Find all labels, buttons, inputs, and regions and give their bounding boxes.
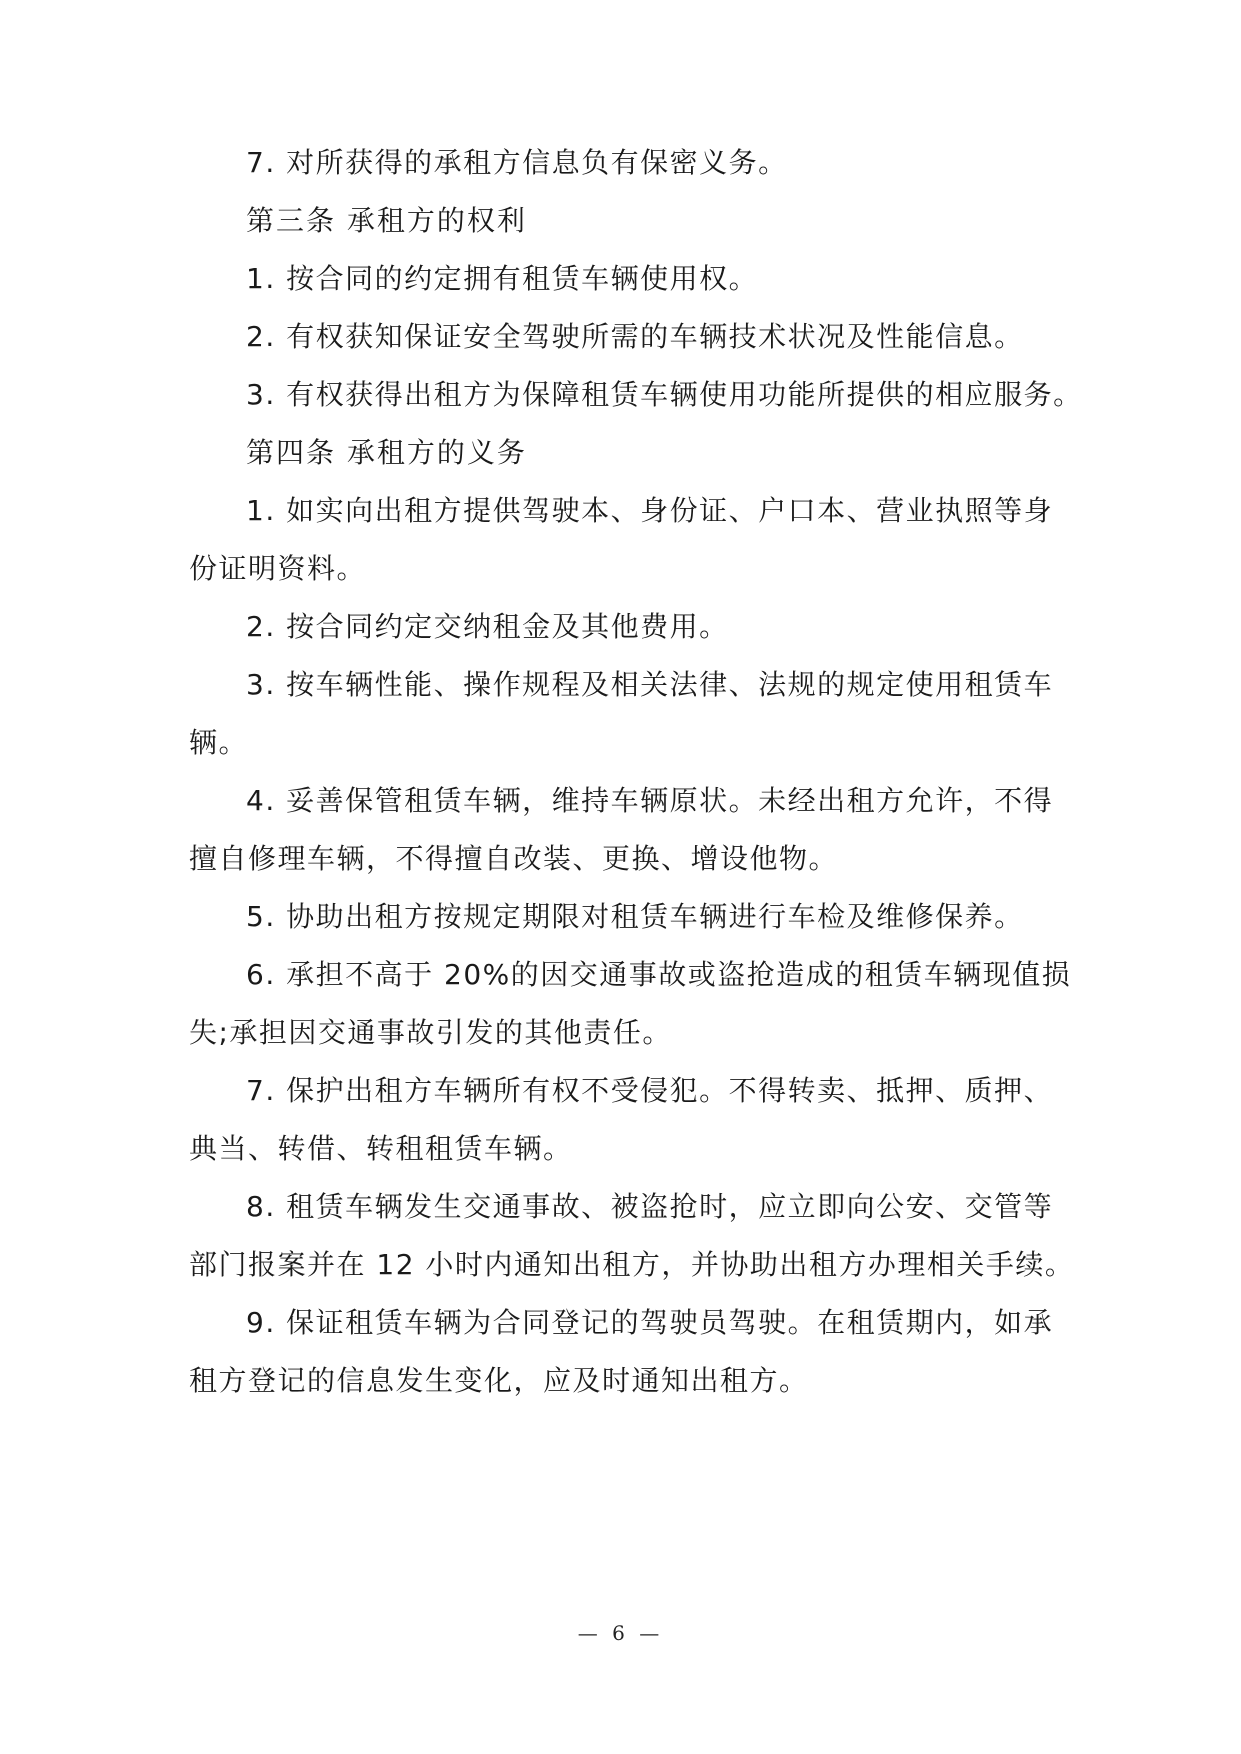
section-heading-article-4: 第四条 承租方的义务 [246, 436, 527, 469]
page-number: — 6 — [577, 1621, 664, 1645]
obligation-item-4-line-2: 擅自修理车辆，不得擅自改装、更换、增设他物。 [189, 842, 839, 875]
obligation-item-3-line-1: 3. 按车辆性能、操作规程及相关法律、法规的规定使用租赁车 [246, 668, 1054, 701]
obligation-item-3-line-2: 辆。 [189, 726, 249, 759]
obligation-item-9-line-2: 租方登记的信息发生变化，应及时通知出租方。 [189, 1364, 809, 1397]
right-item-1: 1. 按合同的约定拥有租赁车辆使用权。 [246, 262, 759, 295]
obligation-item-6-line-2: 失;承担因交通事故引发的其他责任。 [189, 1016, 672, 1049]
obligation-item-1-line-1: 1. 如实向出租方提供驾驶本、身份证、户口本、营业执照等身 [246, 494, 1054, 527]
right-item-2: 2. 有权获知保证安全驾驶所需的车辆技术状况及性能信息。 [246, 320, 1024, 353]
obligation-item-2: 2. 按合同约定交纳租金及其他费用。 [246, 610, 729, 643]
obligation-item-7-line-2: 典当、转借、转租租赁车辆。 [189, 1132, 573, 1165]
obligation-item-7-line-1: 7. 保护出租方车辆所有权不受侵犯。不得转卖、抵押、质押、 [246, 1074, 1054, 1107]
obligation-item-4-line-1: 4. 妥善保管租赁车辆，维持车辆原状。未经出租方允许，不得 [246, 784, 1054, 817]
right-item-3: 3. 有权获得出租方为保障租赁车辆使用功能所提供的相应服务。 [246, 378, 1083, 411]
obligation-item-1-line-2: 份证明资料。 [189, 552, 367, 585]
obligation-item-9-line-1: 9. 保证租赁车辆为合同登记的驾驶员驾驶。在租赁期内，如承 [246, 1306, 1054, 1339]
obligation-item-8-line-1: 8. 租赁车辆发生交通事故、被盗抢时，应立即向公安、交管等 [246, 1190, 1054, 1223]
section-heading-article-3: 第三条 承租方的权利 [246, 204, 527, 237]
obligation-item-5: 5. 协助出租方按规定期限对租赁车辆进行车检及维修保养。 [246, 900, 1024, 933]
obligation-item-7-lessor: 7. 对所获得的承租方信息负有保密义务。 [246, 146, 788, 179]
obligation-item-6-line-1: 6. 承担不高于 20%的因交通事故或盗抢造成的租赁车辆现值损 [246, 958, 1072, 991]
obligation-item-8-line-2: 部门报案并在 12 小时内通知出租方，并协助出租方办理相关手续。 [189, 1248, 1075, 1281]
